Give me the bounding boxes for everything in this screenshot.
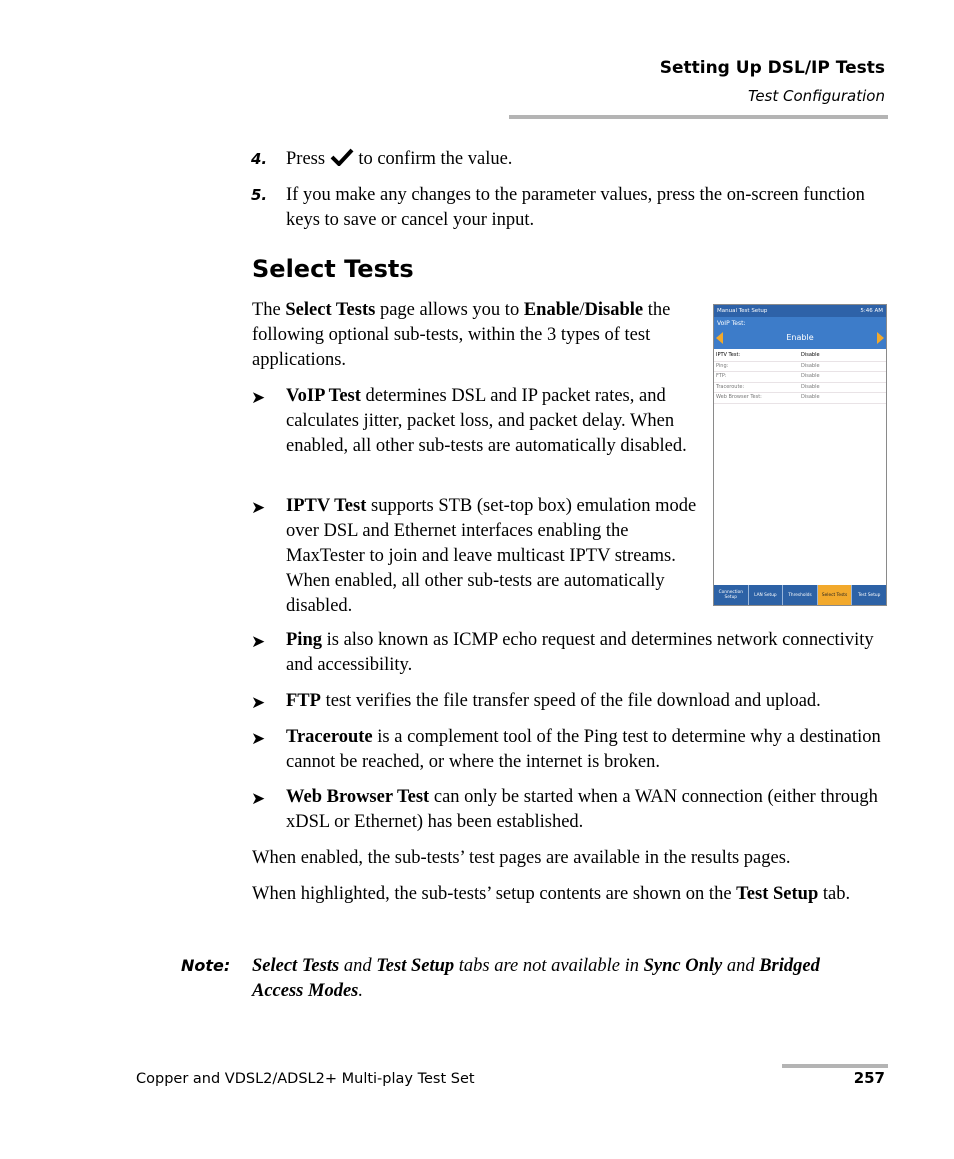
bullet-term: Ping [286, 630, 322, 650]
settings-row [714, 351, 886, 362]
screenshot-titlebar [714, 305, 886, 317]
bullet-iptv [251, 494, 706, 619]
intro-text: page allows you to [375, 300, 524, 320]
section-title: Select Tests [252, 255, 414, 283]
tab-test-setup: Test Setup [851, 585, 886, 605]
row-value: Disable [801, 373, 820, 379]
bullet-web-browser [251, 785, 891, 835]
row-value: Disable [801, 352, 820, 358]
bullet-text: can only be started when a WAN connection (either through xDSL or Ethernet) has been established. [286, 787, 878, 832]
settings-row [714, 383, 886, 394]
row-key: Traceroute: [716, 383, 745, 390]
arrow-right-icon [877, 332, 884, 344]
selector-value: Enable [786, 333, 814, 342]
tab-connection-setup: Connection Setup [714, 585, 748, 605]
settings-list [714, 351, 886, 404]
bullet-voip [251, 384, 711, 459]
paragraph-highlighted [252, 882, 872, 907]
bullet-term: FTP [286, 691, 321, 711]
screenshot-title: Manual Test Setup [717, 308, 768, 314]
bullet-ping [251, 628, 891, 678]
checkmark-icon [330, 148, 354, 166]
bullet-term: VoIP Test [286, 386, 361, 406]
running-header-subtitle: Test Configuration [748, 87, 885, 105]
step-text: If you make any changes to the parameter values, press the on-screen function keys to save or cancel your input. [286, 185, 865, 230]
intro-text: the following optional sub-tests, within the 3 types of test applications. [252, 300, 671, 370]
step-number: 4. [251, 150, 268, 168]
note-bold: Bridged Access Modes [252, 956, 820, 1001]
bullet-arrow-icon: ➤ [251, 789, 266, 808]
page-number: 257 [853, 1069, 885, 1087]
screenshot-tab-bar [714, 585, 886, 605]
settings-row [714, 362, 886, 373]
intro-paragraph [252, 298, 704, 373]
tab-select-tests: Select Tests [817, 585, 852, 605]
tab-thresholds: Thresholds [782, 585, 817, 605]
step-text-after: to confirm the value. [358, 149, 513, 169]
row-key: Ping: [716, 362, 729, 369]
note-plain: . [358, 981, 363, 1001]
bullet-arrow-icon: ➤ [251, 729, 266, 748]
bullet-text: is also known as ICMP echo request and determines network connectivity and accessibility. [286, 630, 874, 675]
step-4 [251, 147, 891, 172]
running-header-title: Setting Up DSL/IP Tests [659, 58, 885, 78]
intro-bold-disable: Disable [584, 300, 644, 320]
note-bold: Select Tests [252, 956, 340, 976]
row-key: FTP: [716, 373, 727, 379]
bullet-traceroute [251, 725, 891, 775]
bullet-ftp [251, 689, 896, 714]
bullet-arrow-icon: ➤ [251, 498, 266, 517]
note-plain: and [722, 956, 760, 976]
bullet-term: Web Browser Test [286, 787, 430, 807]
note-label: Note: [181, 956, 231, 975]
bullet-term: IPTV Test [286, 496, 367, 516]
row-value: Disable [801, 394, 820, 400]
bullet-arrow-icon: ➤ [251, 632, 266, 651]
note-text [252, 954, 872, 1004]
note-bold: Sync Only [643, 956, 723, 976]
intro-bold-select-tests: Select Tests [285, 300, 376, 320]
row-value: Disable [801, 362, 820, 369]
tab-lan-setup: LAN Setup [748, 585, 783, 605]
bullet-text: test verifies the file transfer speed of the file download and upload. [320, 691, 821, 711]
intro-text: The [252, 300, 286, 320]
step-number: 5. [251, 186, 268, 204]
para-text: When highlighted, the sub-tests’ setup contents are shown on the [252, 884, 737, 904]
intro-text: / [579, 300, 585, 320]
footer-rule [782, 1064, 888, 1068]
para-text: tab. [818, 884, 851, 904]
bullet-arrow-icon: ➤ [251, 693, 266, 712]
note-plain: tabs are not available in [454, 956, 644, 976]
header-rule [509, 115, 888, 119]
bullet-text: supports STB (set-top box) emulation mode over DSL and Ethernet interfaces enabling the MaxTester to join and leave multicast IPTV streams. When enabled, all other sub-tests are automatically disabled. [286, 496, 697, 616]
screenshot-time: 5:46 AM [860, 308, 883, 314]
para-bold-test-setup: Test Setup [736, 884, 819, 904]
row-key: Web Browser Test: [716, 394, 762, 400]
step-text-before: Press [286, 149, 326, 169]
step-5 [251, 183, 891, 233]
bullet-text: determines DSL and IP packet rates, and calculates jitter, packet loss, and packet delay. When enabled, all other sub-tests are automatically disabled. [286, 386, 687, 456]
row-value: Disable [801, 383, 820, 390]
device-screenshot [713, 304, 887, 606]
settings-row [714, 372, 886, 383]
bullet-term: Traceroute [286, 727, 373, 747]
row-key: IPTV Test: [716, 352, 741, 358]
bullet-text: is a complement tool of the Ping test to determine why a destination cannot be reached, or where the internet is broken. [286, 727, 881, 772]
selector-panel [714, 317, 886, 349]
selector-label: VoIP Test: [717, 320, 746, 327]
bullet-arrow-icon: ➤ [251, 388, 266, 407]
paragraph-enabled: When enabled, the sub-tests’ test pages are available in the results pages. [252, 848, 791, 868]
note-plain: and [339, 956, 377, 976]
note-bold: Test Setup [376, 956, 455, 976]
footer-product-name: Copper and VDSL2/ADSL2+ Multi-play Test Set [136, 1071, 475, 1087]
intro-bold-enable: Enable [523, 300, 580, 320]
settings-row [714, 393, 886, 404]
